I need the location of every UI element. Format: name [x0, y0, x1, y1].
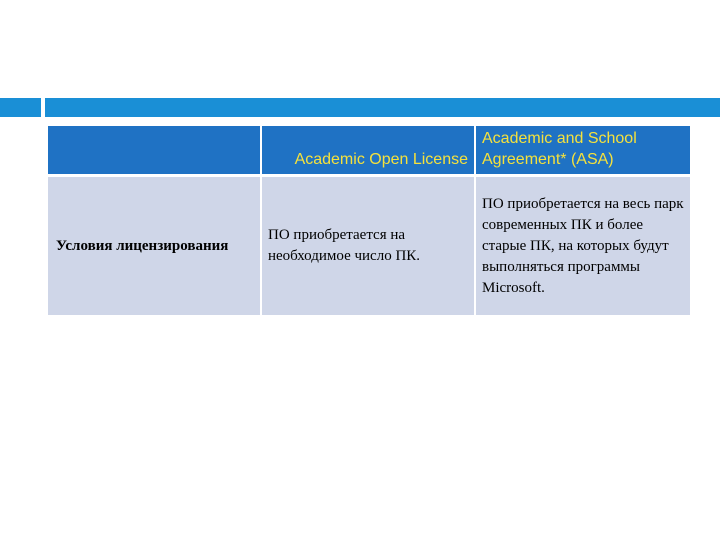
header-label-asa: Academic and School Agreement* (ASA) — [482, 130, 637, 168]
header-label-academic-open-license: Academic Open License — [294, 151, 468, 168]
cell-text-asa: ПО приобретается на весь парк современных ПК и более старые ПК, на которых будут выполняться программы Microsoft. — [482, 195, 684, 296]
table-row — [48, 176, 690, 316]
header-cell-academic-open-license — [261, 126, 475, 176]
cell-academic-open-license — [261, 176, 475, 316]
decorative-bar-left — [0, 98, 41, 117]
comparison-table — [48, 126, 690, 315]
header-cell-asa — [475, 126, 690, 176]
table-header-row — [48, 126, 690, 176]
row-label: Условия лицензирования — [56, 238, 229, 254]
cell-asa — [475, 176, 690, 316]
decorative-bar-top — [45, 98, 720, 117]
cell-text-academic-open-license: ПО приобретается на необходимое число ПК. — [268, 227, 421, 264]
row-label-cell — [48, 176, 261, 316]
header-cell-empty — [48, 126, 261, 176]
